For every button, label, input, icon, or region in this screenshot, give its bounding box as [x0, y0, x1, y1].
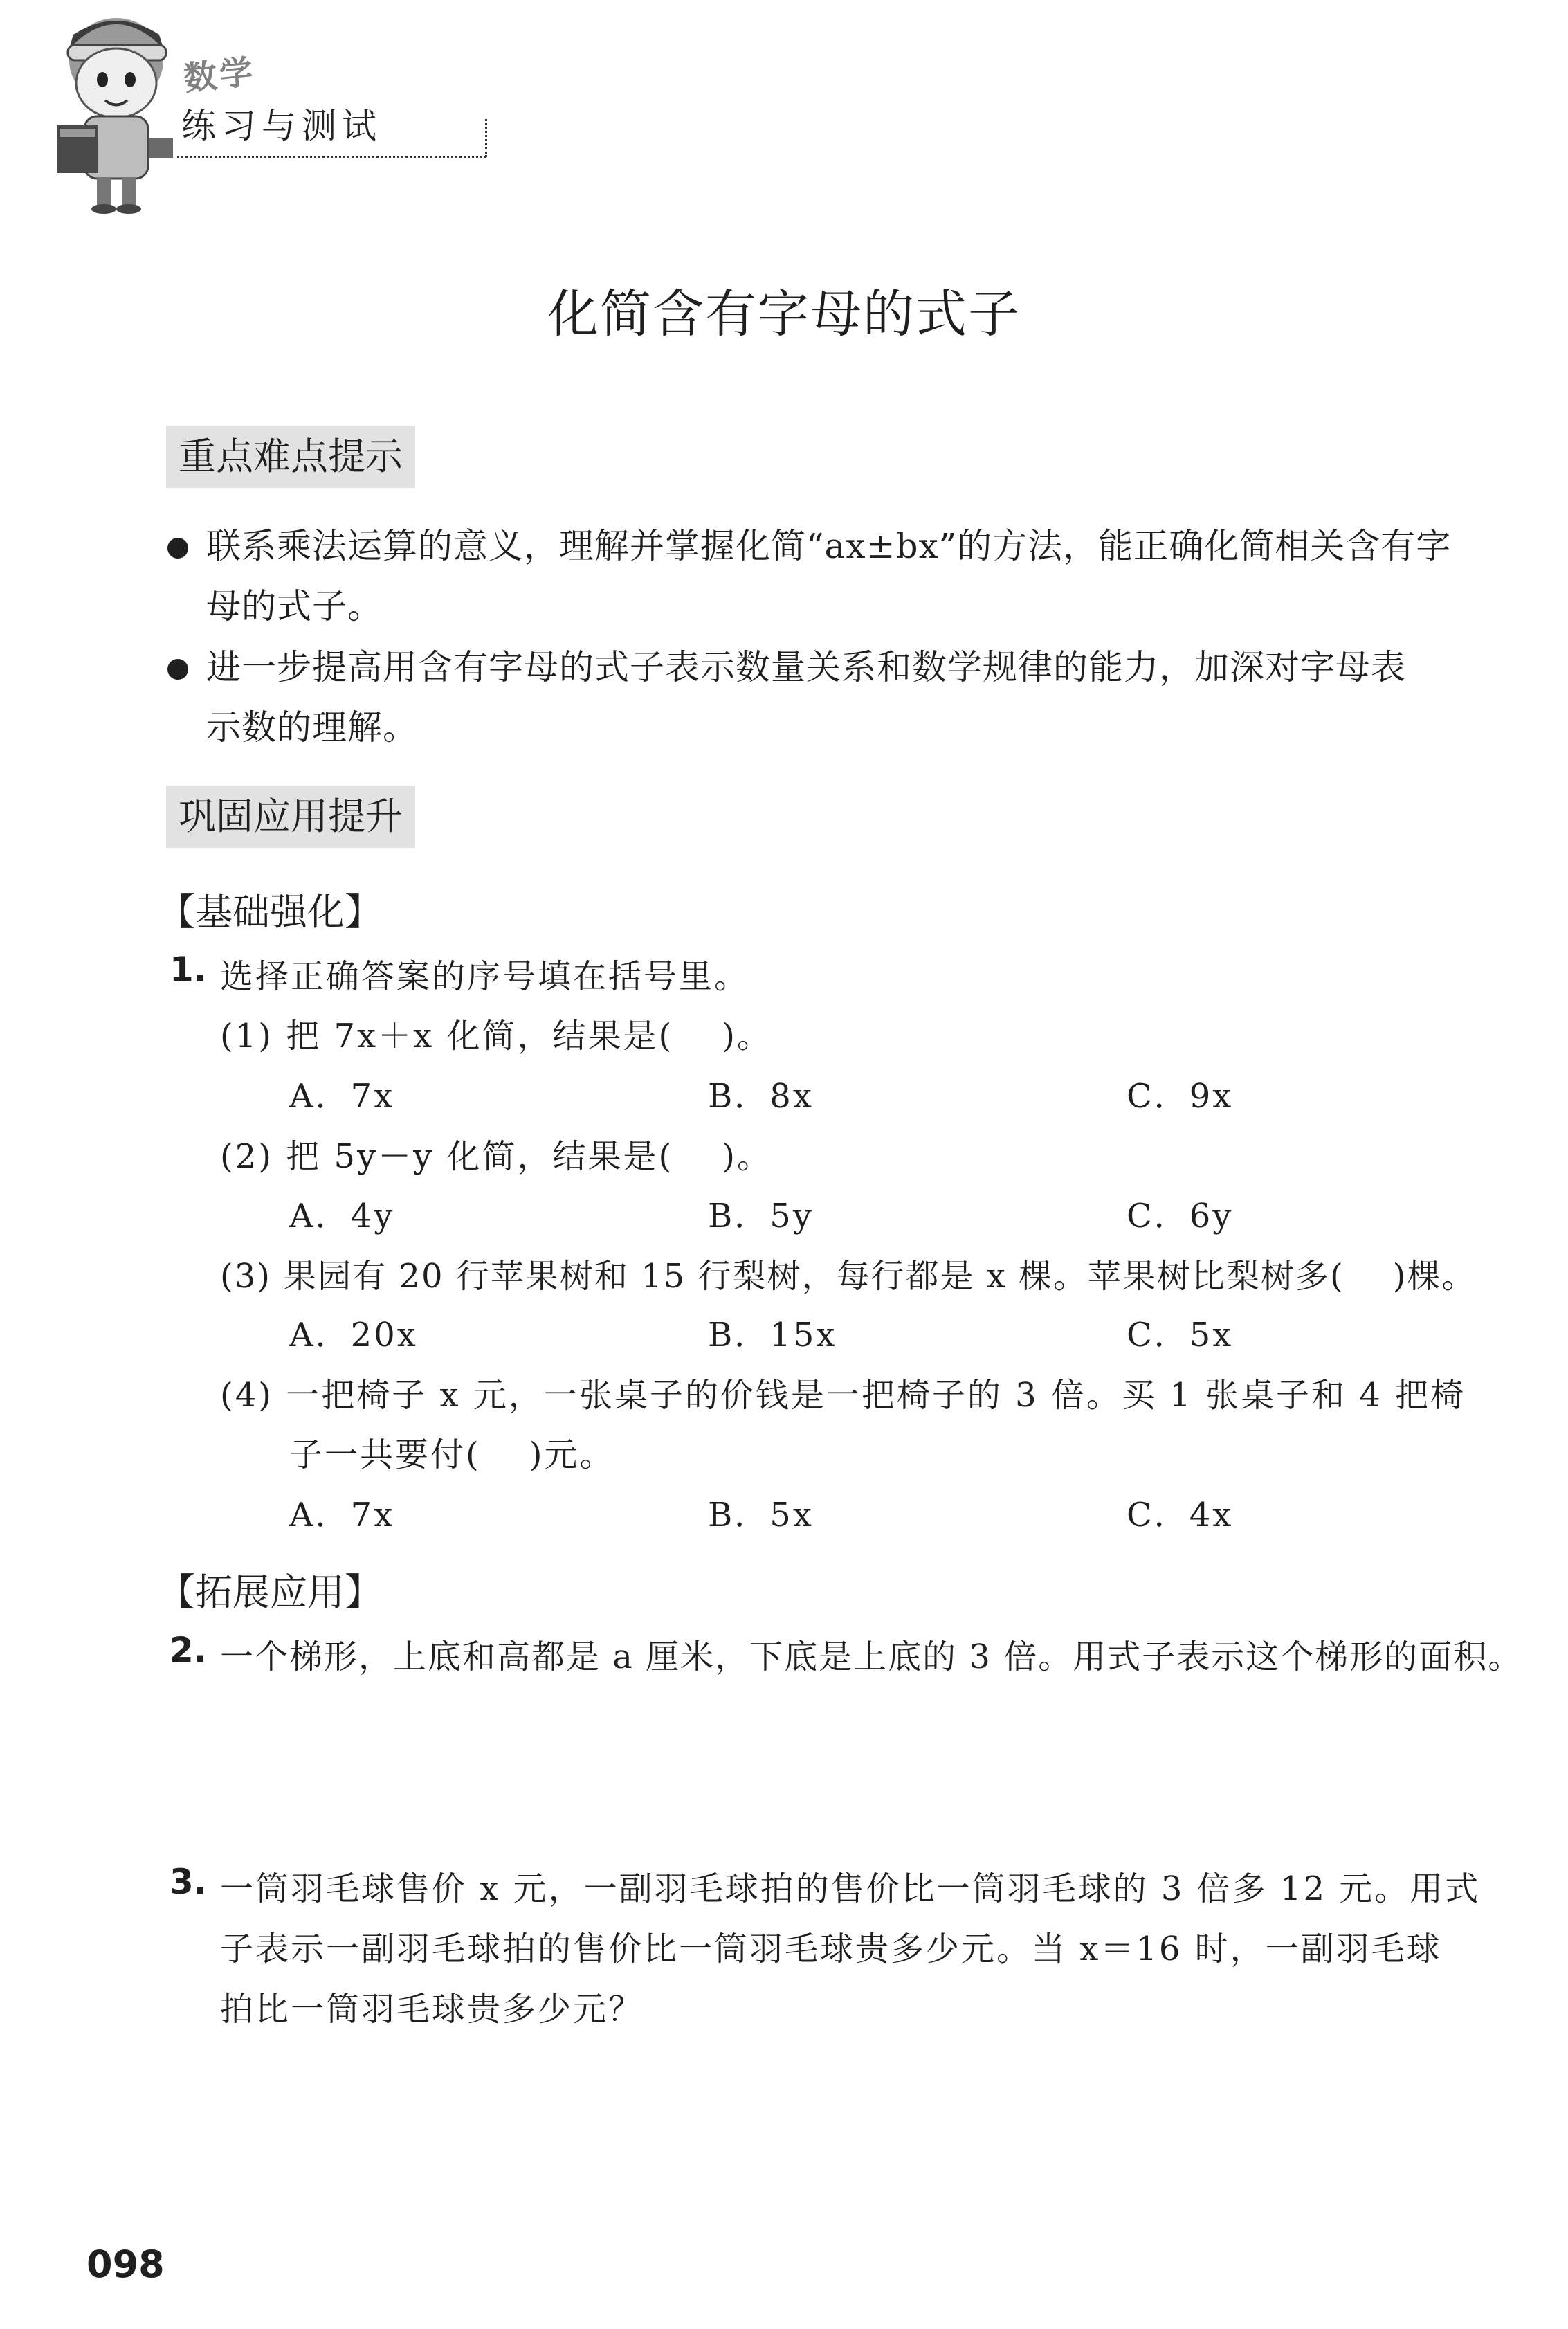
- mascot-illustration: [48, 7, 180, 215]
- option-a: A．7x: [289, 1496, 395, 1534]
- option-a: A．20x: [289, 1316, 418, 1354]
- question-3-number: 3.: [170, 1862, 207, 1902]
- header-dotted-underline: [177, 156, 486, 158]
- option-a: A．4y: [289, 1197, 395, 1235]
- bullet-1-line-2: 母的式子。: [206, 586, 383, 626]
- question-1-4-text: 子一共要付(: [289, 1435, 481, 1474]
- question-3-line-3: 拍比一筒羽毛球贵多少元？: [220, 1990, 644, 2029]
- question-2-text: 一个梯形，上底和高都是 a 厘米，下底是上底的 3 倍。用式子表示这个梯形的面积。: [220, 1638, 1523, 1676]
- header-dotted-edge: [485, 119, 487, 157]
- section-label-practice: 巩固应用提升: [166, 786, 415, 848]
- option-b: B．5y: [708, 1197, 814, 1235]
- subsection-basic: 【基础强化】: [158, 890, 382, 934]
- question-1-2-tail: )。: [722, 1137, 773, 1176]
- page-number: 098: [86, 2242, 165, 2286]
- question-1-1-tail: )。: [722, 1017, 772, 1055]
- question-1-3-text: (3) 果园有 20 行苹果树和 15 行梨树，每行都是 x 棵。苹果树比梨树多(: [220, 1257, 1344, 1296]
- question-1-4-tail: )元。: [529, 1435, 615, 1474]
- page-title: 化简含有字母的式子: [547, 284, 1021, 344]
- question-3-line-1: 一筒羽毛球售价 x 元，一副羽毛球拍的售价比一筒羽毛球的 3 倍多 12 元。用式: [220, 1869, 1481, 1908]
- header-series: 练习与测试: [181, 106, 382, 146]
- option-b: B．8x: [708, 1077, 814, 1116]
- bullet-2-line-1: 进一步提高用含有字母的式子表示数量关系和数学规律的能力，加深对字母表: [206, 647, 1406, 687]
- question-1-number: 1.: [170, 950, 207, 990]
- option-c: C．5x: [1127, 1316, 1234, 1354]
- bullet-point: [167, 538, 188, 559]
- bullet-point: [167, 659, 188, 680]
- subsection-extend: 【拓展应用】: [158, 1570, 382, 1614]
- option-c: C．6y: [1127, 1197, 1234, 1235]
- option-c: C．9x: [1127, 1077, 1234, 1116]
- question-1-3: [220, 1249, 1477, 1297]
- question-1-4-line-1: (4) 一把椅子 x 元，一张桌子的价钱是一把椅子的 3 倍。买 1 张桌子和 4 把椅: [220, 1376, 1466, 1415]
- header-subject: 数学: [181, 52, 258, 99]
- option-b: B．5x: [708, 1496, 814, 1534]
- question-2-number: 2.: [170, 1630, 207, 1670]
- bullet-1-line-1: 联系乘法运算的意义，理解并掌握化简“ax±bx”的方法，能正确化简相关含有字: [206, 526, 1452, 566]
- question-1-4-line-2: [289, 1428, 614, 1476]
- question-1-3-tail: )棵。: [1392, 1257, 1477, 1296]
- option-c: C．4x: [1127, 1496, 1234, 1534]
- question-1-2: [220, 1130, 772, 1177]
- question-1-1-text: (1) 把 7x＋x 化简，结果是(: [220, 1017, 674, 1055]
- question-1-text: 选择正确答案的序号填在括号里。: [220, 957, 750, 996]
- question-1-1: [220, 1009, 772, 1057]
- question-3-line-2: 子表示一副羽毛球拍的售价比一筒羽毛球贵多少元。当 x＝16 时，一副羽毛球: [220, 1930, 1442, 1968]
- option-a: A．7x: [289, 1077, 395, 1116]
- option-b: B．15x: [708, 1316, 837, 1354]
- question-1-2-text: (2) 把 5y－y 化简，结果是(: [220, 1137, 674, 1176]
- section-label-key-points: 重点难点提示: [166, 426, 415, 488]
- bullet-2-line-2: 示数的理解。: [206, 707, 418, 747]
